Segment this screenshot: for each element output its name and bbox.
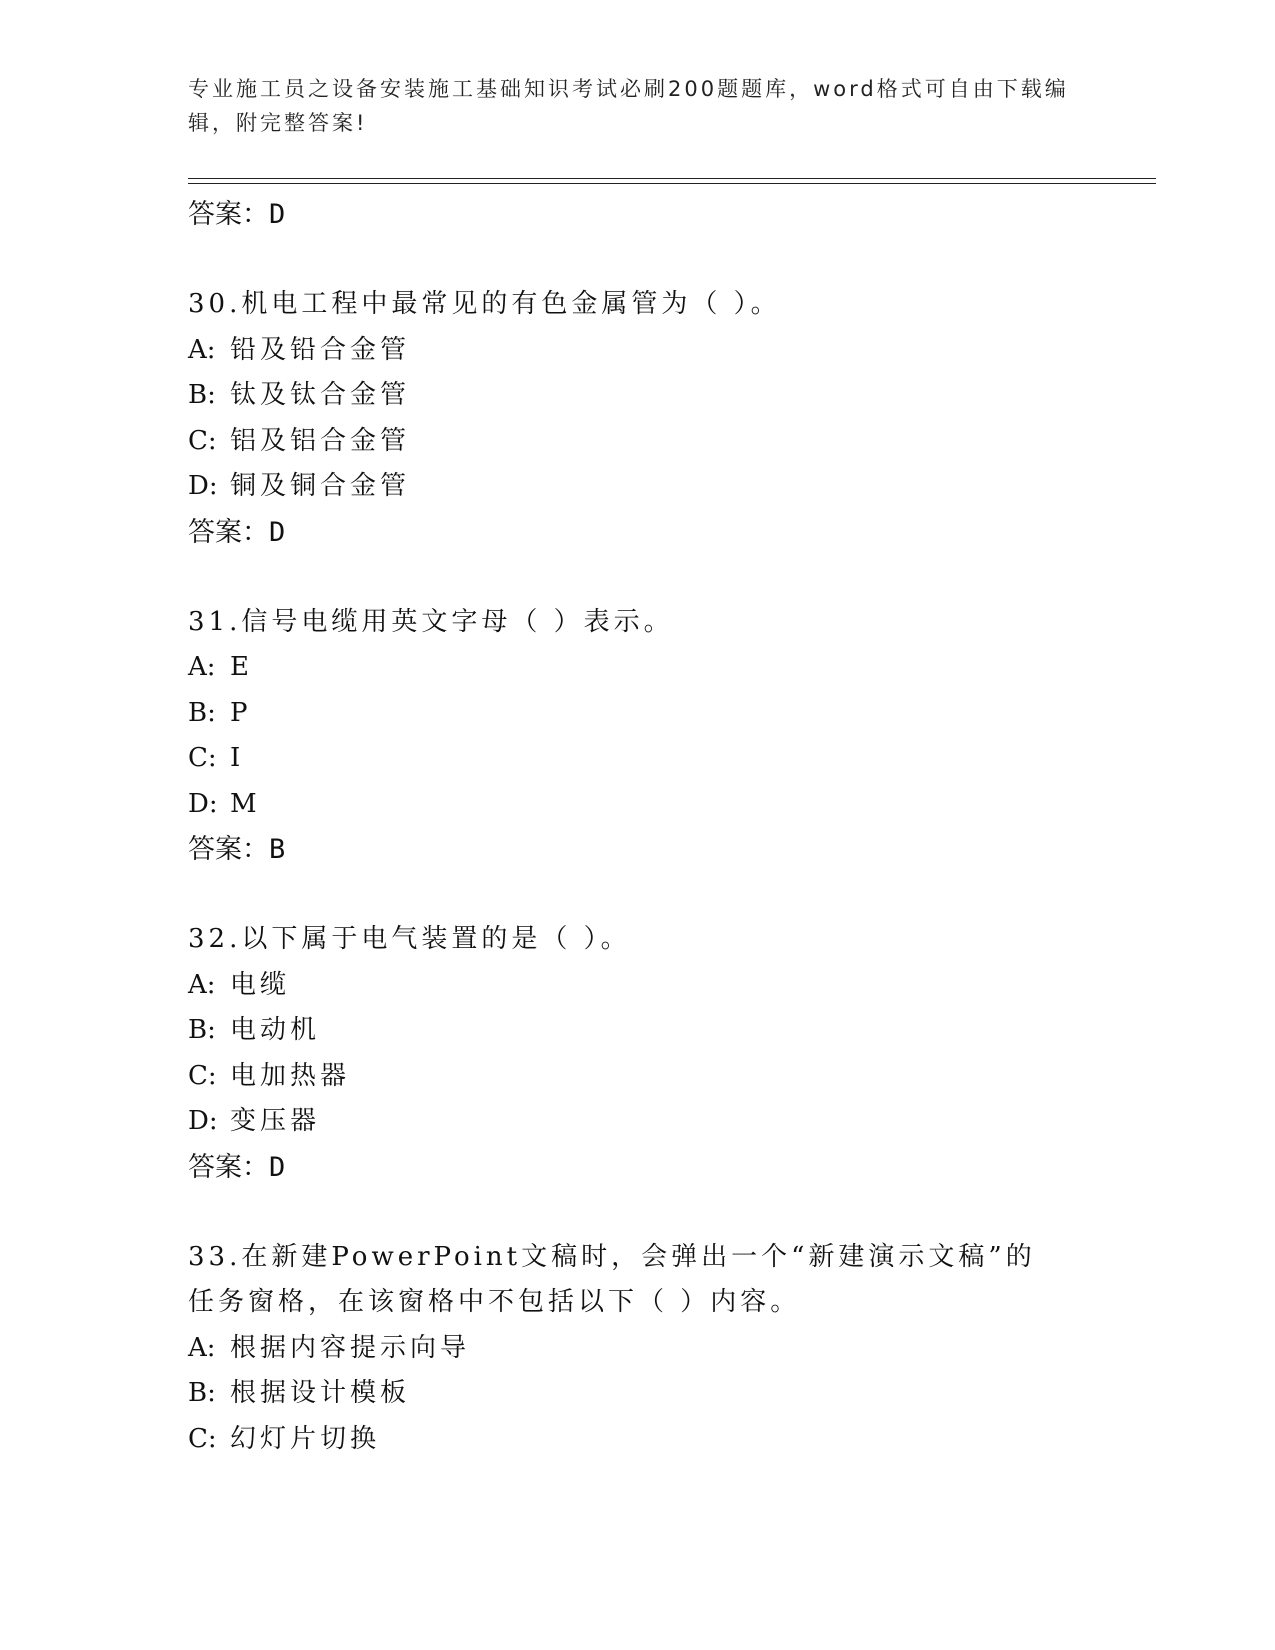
option-a [188,328,1148,374]
option-letter: D: [188,471,218,501]
option-letter: D: [188,788,218,819]
option-c [188,1417,1148,1463]
option-c [188,1054,1148,1100]
option-letter: B: [188,1378,216,1408]
answer-line: 答案：D [188,1151,286,1183]
option-a [188,963,1148,1009]
option-b [188,1008,1148,1054]
option-letter: C: [188,425,217,456]
question-list [188,188,1148,1462]
question-text: 32.以下属于电气装置的是（ ）。 [188,924,631,954]
header-divider-bottom [188,183,1156,184]
option-letter: C: [188,1423,217,1454]
question-text: 31.信号电缆用英文字母（ ）表示。 [188,606,674,637]
question-31 [188,600,1148,874]
option-d [188,1099,1148,1145]
option-letter: C: [188,1060,217,1091]
question-30 [188,282,1148,556]
option-text: P [230,697,252,728]
question-text: 30.机电工程中最常见的有色金属管为（ ）。 [188,289,781,319]
option-letter: B: [188,697,216,728]
option-text: 电动机 [230,1015,321,1045]
option-b [188,1371,1148,1417]
document-header: 专业施工员之设备安装施工基础知识考试必刷200题题库，word格式可自由下载编辑，附完整答案! [188,77,1069,135]
option-text: 铅及铅合金管 [230,334,411,365]
option-c [188,736,1148,782]
option-b [188,691,1148,737]
answer-line: 答案：D [188,516,286,548]
option-c [188,419,1148,465]
option-text: 电加热器 [230,1060,351,1091]
option-letter: A: [188,334,216,365]
option-text: 变压器 [230,1106,321,1136]
option-letter: A: [188,1332,216,1363]
previous-answer: 答案：D [188,199,286,230]
option-text: M [230,788,261,819]
option-text: I [230,743,245,773]
question-33 [188,1235,1148,1463]
option-text: 铜及铜合金管 [230,471,411,501]
question-32 [188,917,1148,1191]
option-text: 根据设计模板 [230,1378,411,1408]
option-text: 根据内容提示向导 [230,1332,471,1363]
option-text: E [230,652,253,682]
option-text: 幻灯片切换 [230,1423,381,1454]
option-letter: B: [188,1015,216,1045]
option-letter: A: [188,969,216,1000]
option-letter: C: [188,743,217,773]
option-a [188,1326,1148,1372]
option-b [188,373,1148,419]
option-d [188,782,1148,828]
option-letter: D: [188,1106,218,1136]
question-text: 33.在新建PowerPoint文稿时，会弹出一个“新建演示文稿”的任务窗格，在该窗格中不包括以下（ ）内容。 [188,1241,1036,1317]
option-text: 铝及铝合金管 [230,425,411,456]
option-text: 钛及钛合金管 [230,380,411,410]
header-divider-top [188,178,1156,179]
option-d [188,464,1148,510]
answer-line: 答案：B [188,834,286,865]
option-letter: B: [188,380,216,410]
option-a [188,645,1148,691]
option-letter: A: [188,652,216,682]
option-text: 电缆 [230,969,291,1000]
